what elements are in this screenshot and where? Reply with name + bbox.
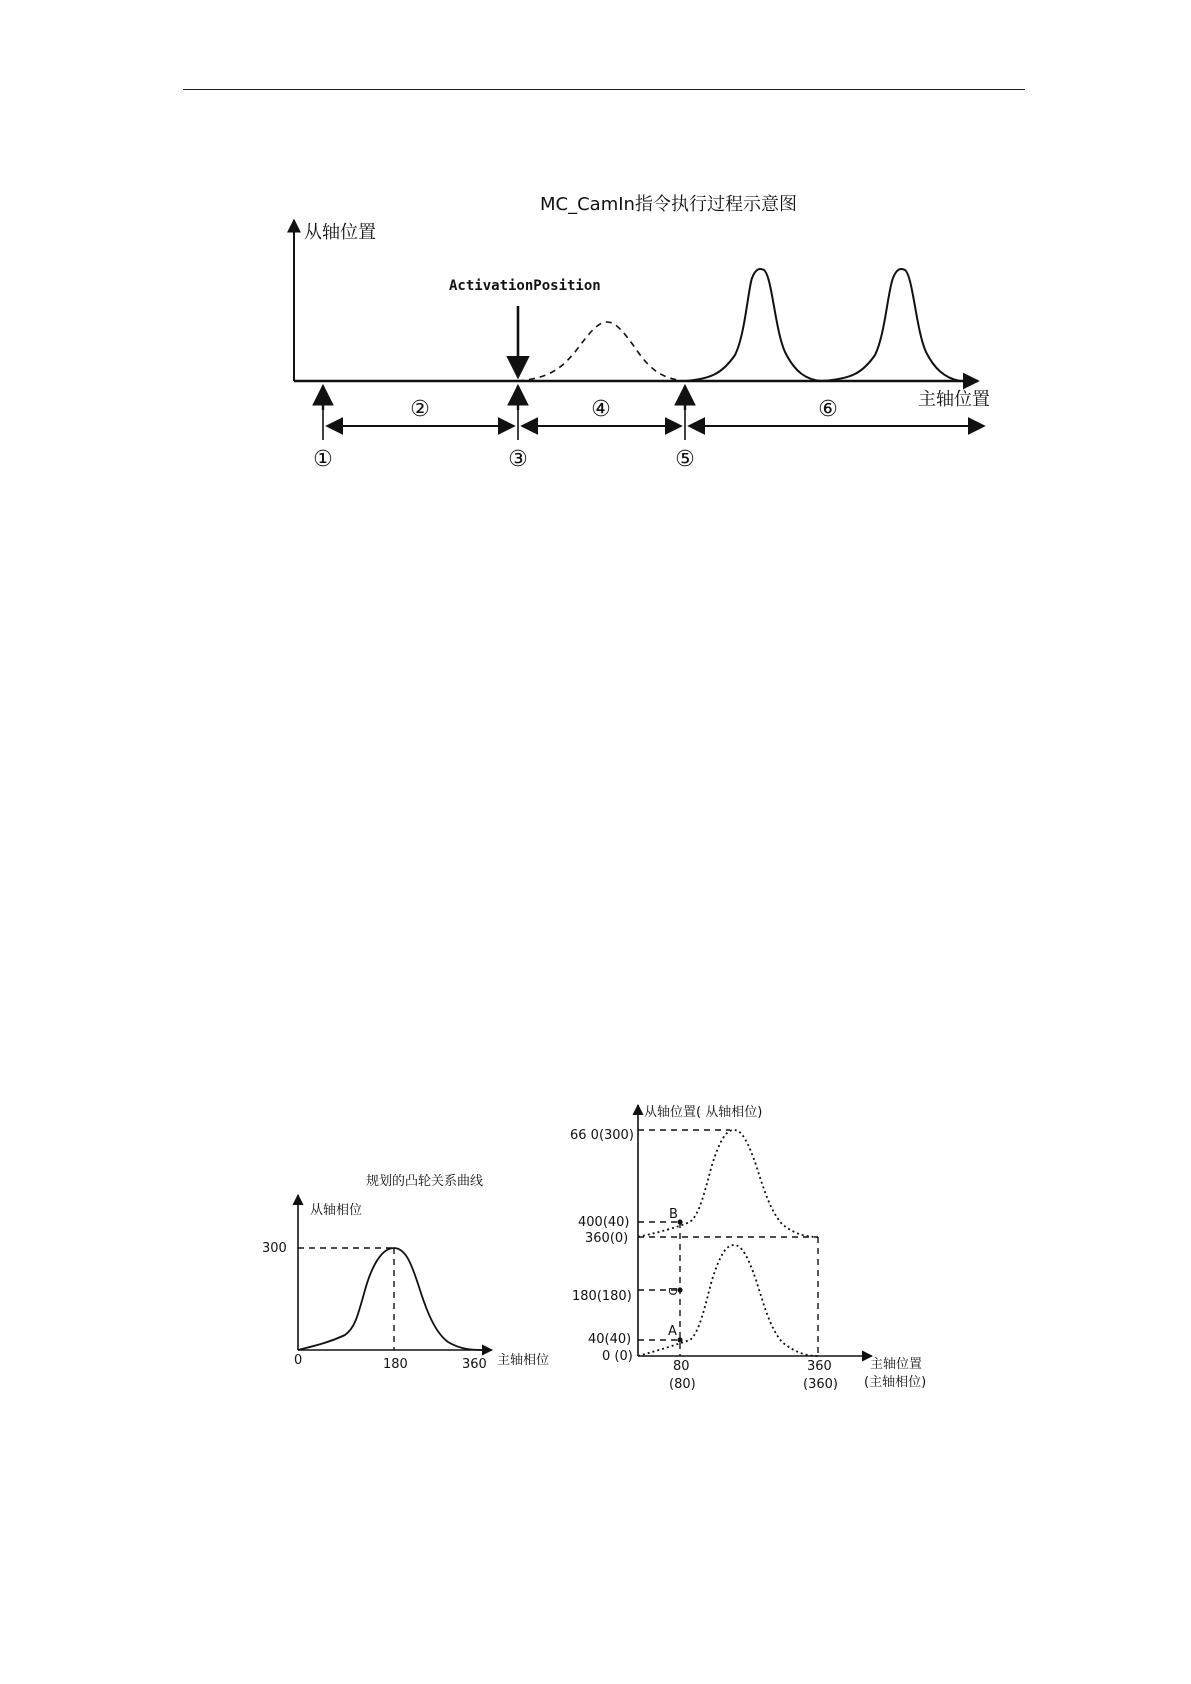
diagram3-x-axis-label-2: (主轴相位) — [864, 1375, 927, 1390]
diagram3-point-a — [677, 1337, 682, 1342]
interval-6-label: ⑥ — [818, 397, 838, 422]
diagram3-x-tick-360-phase: (360) — [803, 1377, 838, 1392]
diagram2-x-tick-360: 360 — [462, 1357, 487, 1372]
diagram3-x-tick-80-phase: (80) — [669, 1377, 696, 1392]
diagram3-point-b-label: B — [669, 1207, 678, 1222]
diagram3-y-tick-400: 400(40) — [578, 1215, 630, 1230]
event-marker-1-label: ① — [313, 447, 333, 472]
diagram2-cam-curve — [298, 1248, 482, 1350]
interval-2-label: ② — [410, 397, 430, 422]
diagram2-x-axis-label: 主轴相位 — [497, 1353, 550, 1368]
diagram3-y-tick-0: 0 (0) — [602, 1349, 633, 1364]
diagram1-y-axis-label: 从轴位置 — [304, 222, 376, 243]
diagram3-y-tick-660: 66 0(300) — [570, 1128, 634, 1143]
diagram3-y-axis-label: 从轴位置( 从轴相位) — [644, 1105, 763, 1120]
interval-4-label: ④ — [591, 397, 611, 422]
diagram3-x-tick-360: 360 — [807, 1359, 832, 1374]
event-marker-3-label: ③ — [508, 447, 528, 472]
cam-profile-preview-curve — [518, 322, 685, 381]
diagram2-x-tick-180: 180 — [383, 1357, 408, 1372]
diagram3-point-b — [677, 1219, 682, 1224]
diagram2-y-axis-label: 从轴相位 — [310, 1203, 363, 1218]
diagram2-x-tick-0: 0 — [294, 1353, 303, 1368]
diagram2-title: 规划的凸轮关系曲线 — [366, 1174, 484, 1189]
cam-profile-peak-1 — [685, 269, 822, 381]
diagram1-title: MC_CamIn指令执行过程示意图 — [540, 194, 797, 215]
diagram3-x-axis-label-1: 主轴位置 — [870, 1357, 923, 1372]
diagram3-y-tick-360: 360(0) — [585, 1231, 629, 1246]
diagram3-point-a-label: A — [668, 1324, 677, 1339]
planned-cam-curve-diagram — [262, 1173, 549, 1372]
diagram3-y-tick-40: 40(40) — [588, 1332, 632, 1347]
camin-process-diagram — [294, 194, 990, 472]
cam-profile-peak-2 — [822, 269, 960, 381]
diagram3-upper-cam-curve — [638, 1130, 818, 1237]
event-marker-5-label: ⑤ — [675, 447, 695, 472]
cam-position-mapping-diagram — [570, 1104, 926, 1392]
diagram3-x-tick-80: 80 — [673, 1359, 690, 1374]
diagram1-x-axis-label: 主轴位置 — [918, 389, 990, 410]
activation-position-label: ActivationPosition — [449, 278, 601, 294]
diagram3-point-d-label: D — [666, 1287, 679, 1296]
diagram2-y-tick-300: 300 — [262, 1241, 287, 1256]
diagram3-y-tick-180: 180(180) — [572, 1289, 632, 1304]
